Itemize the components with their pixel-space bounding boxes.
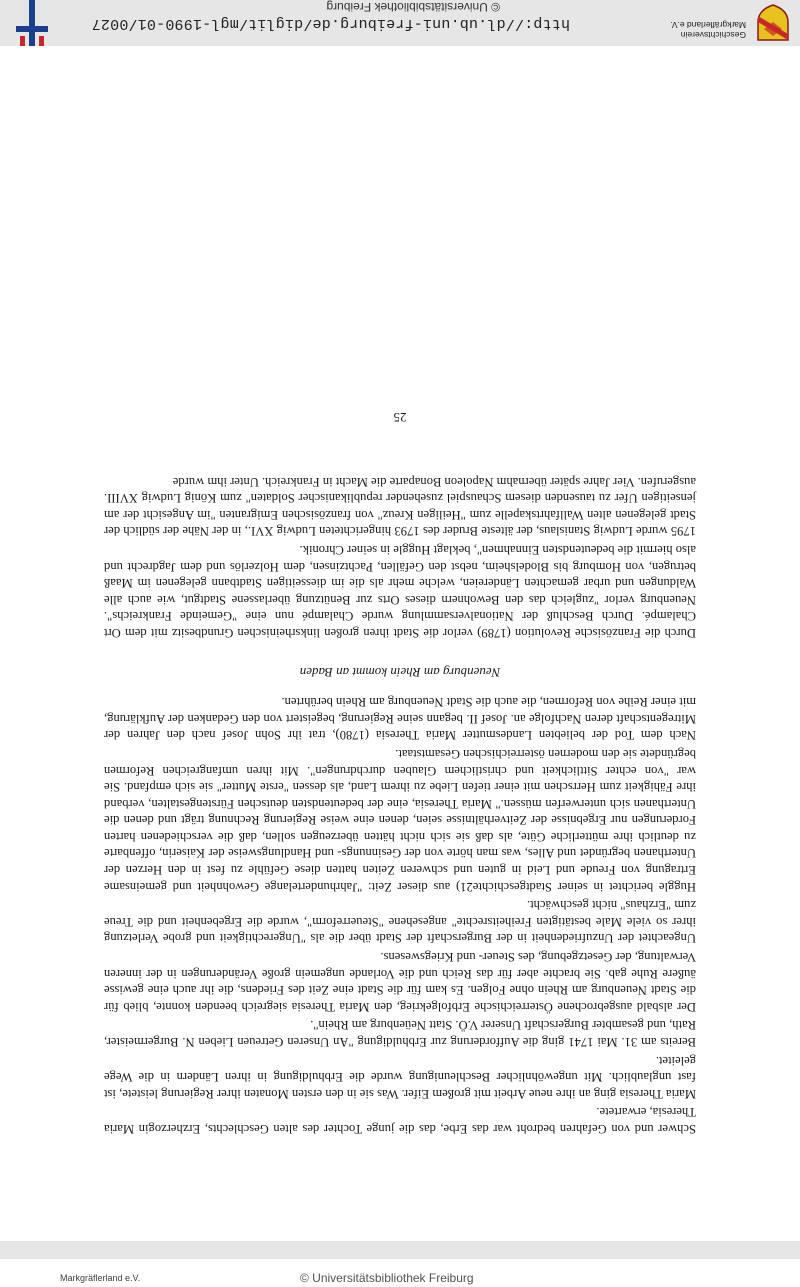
page-body xyxy=(104,408,696,1137)
library-credit: © Universitätsbibliothek Freiburg xyxy=(326,0,500,14)
paragraph: Ungeachtet der Unzufriedenheit in der Burgerschaft der Stadt über die als "Ungerechtigkeit und grobe Verletzung ihrer so viele Male bestätigten Freiheitsrechte" angesehene "Steuerreform", wurde die Ergebenheit und die Treue zum "Erzhaus" nicht geschwächt. xyxy=(104,898,696,946)
paragraph: Maria Theresia ging an ihre neue Arbeit mit großem Eifer. Was sie in den ersten Monaten ihrer Regierung leistete, ist fast unglaublich. Mit ungewöhnlicher Beschleunigung wurde die Erbhuldigung in ihren Ländern in die Wege geleitet. xyxy=(104,1053,696,1101)
paragraph: Durch die Französische Revolution (1789) verlor die Stadt ihren großen linksrheinischen Grundbesitz mit dem Ort Chalampé. Durch Beschluß der Nationalversammlung wurde Chalampé nun eine "Gemeinde Frankreichs". Neuenburg verlor "zugleich das den Bewohnern dieses Orts zur Benützung überlassene Stadtgut, wie auch alle Waldungen und urbar gemachten Ländereien, welche mehr als die im diesseitigen Stadtbann gelegenen im Maaß betrugen, von Homburg bis Blodelsheim, nebst den Gefällen, Pachtzinsen, dem Holzerlös und dem Jagdrecht und also hiermit die bedeutendsten Einnahmen", beklagt Huggle in seiner Chronik. xyxy=(104,543,696,640)
section-heading: Neuenburg am Rhein kommt an Baden xyxy=(299,664,501,680)
paragraph: 1795 wurde Ludwig Stanislaus, der älteste Bruder des 1793 hingerichteten Ludwig XVI., in der Nähe der südlich der Stadt gelegenen alten Wallfahrtskapelle zum "Heiligen Kreuz" von französischen Emigranten "im Angesicht der am jenseitigen Ufer zu tausenden diesem Schauspiel zusehender republikanischer Soldaten" zum König Ludwig XVIII. ausgerufen. Vier Jahre später übernahm Napoleon Bonaparte die Macht in Frankreich. Unter ihm wurde xyxy=(104,474,696,539)
page-number: 25 xyxy=(393,410,407,426)
viewer-top-band-cropped xyxy=(0,1241,800,1287)
society-name-cropped: Markgräflerland e.V. xyxy=(60,1273,141,1283)
document-url[interactable]: http://dl.ub.uni-freiburg.de/diglit/mgl-1990-01/0027 xyxy=(91,15,570,32)
viewer-bottom-band xyxy=(0,0,800,46)
library-credit-cropped: © Universitätsbibliothek Freiburg xyxy=(300,1271,474,1285)
paragraph: Huggle berichtet in seiner Stadtgeschichte21) aus dieser Zeit: "Jahrhundertelange Gewohnheit und gemeinsame Ertragung von Freude und Leid in guten und schweren Zeiten hatten diese Gefühle zu fest in den Herzen der Unterthanen begründet und Alles, was man hörte von der Gesinnungs- und Handlungsweise der Kaiserin, offenbarte zu deutlich ihre mütterliche Güte, als daß sie sich nicht hätten überzeugen sollen, daß die verschiedenen harten Forderungen nur Ergebnisse der Zeitverhältnisse seien, denen eine weise Regierung Rechnung trägt und denen die Unterthanen sich unterwerfen müssen." Maria Theresia, eine der bedeutendsten deutschen Fürstengestalten, verband ihre Fähigkeit zum Herrschen mit einer tiefen Liebe zu ihrem Land, als dessen "erste Mutter" sie sich empfand. Sie war "von echter Sittlichkeit und christlichem Glauben durchdrungen". Mit ihren umfangreichen Reformen begründete sie den modernen österreichischen Gesamtstaat. xyxy=(104,746,696,894)
society-crest-icon xyxy=(756,4,790,42)
paragraph: Der alsbald ausgebrochene Österreichische Erbfolgekrieg, den Maria Theresia siegreich beenden konnte, blieb für die Stadt Neuenburg am Rhein ohne Folgen. Es kam für die Stadt eine Zeit des Friedens, die ihr auch eine gewisse äußere Ruhe gab. Sie brachte aber für das Reich und die Vorlande ungemein große Veränderungen in der inneren Verwaltung, der Gesetzgebung, des Steuer- und Kriegswesens. xyxy=(104,950,696,1014)
paragraph: Bereits am 31. Mai 1741 ging die Aufforderung zur Erbhuldigung "An Unseren Getreuen Lieben N. Burgermeister, Rath, und gesambter Burgerschaft Unserer V.Ö. Statt Neüenburg am Rhein". xyxy=(104,1018,696,1050)
society-name: Geschichtsverein Markgräflerland e.V. xyxy=(670,20,746,40)
paragraph: Nach dem Tod der beliebten Landesmutter Maria Theresia (1780), trat ihr Sohn Josef nach den Jahren der Mitregentschaft deren Nachfolge an. Josef II. begann seine Regierung, begeistert von den Gedanken der Aufklärung, mit einer Reihe von Reformen, die auch die Stadt Neuenburg am Rhein berührten. xyxy=(104,695,696,743)
university-library-logo-icon xyxy=(12,0,52,46)
paragraph: Schwer und von Gefahren bedroht war das Erbe, das die junge Tochter des alten Geschlechts, Erzherzogin Maria Theresia, erwartete. xyxy=(104,1105,696,1136)
